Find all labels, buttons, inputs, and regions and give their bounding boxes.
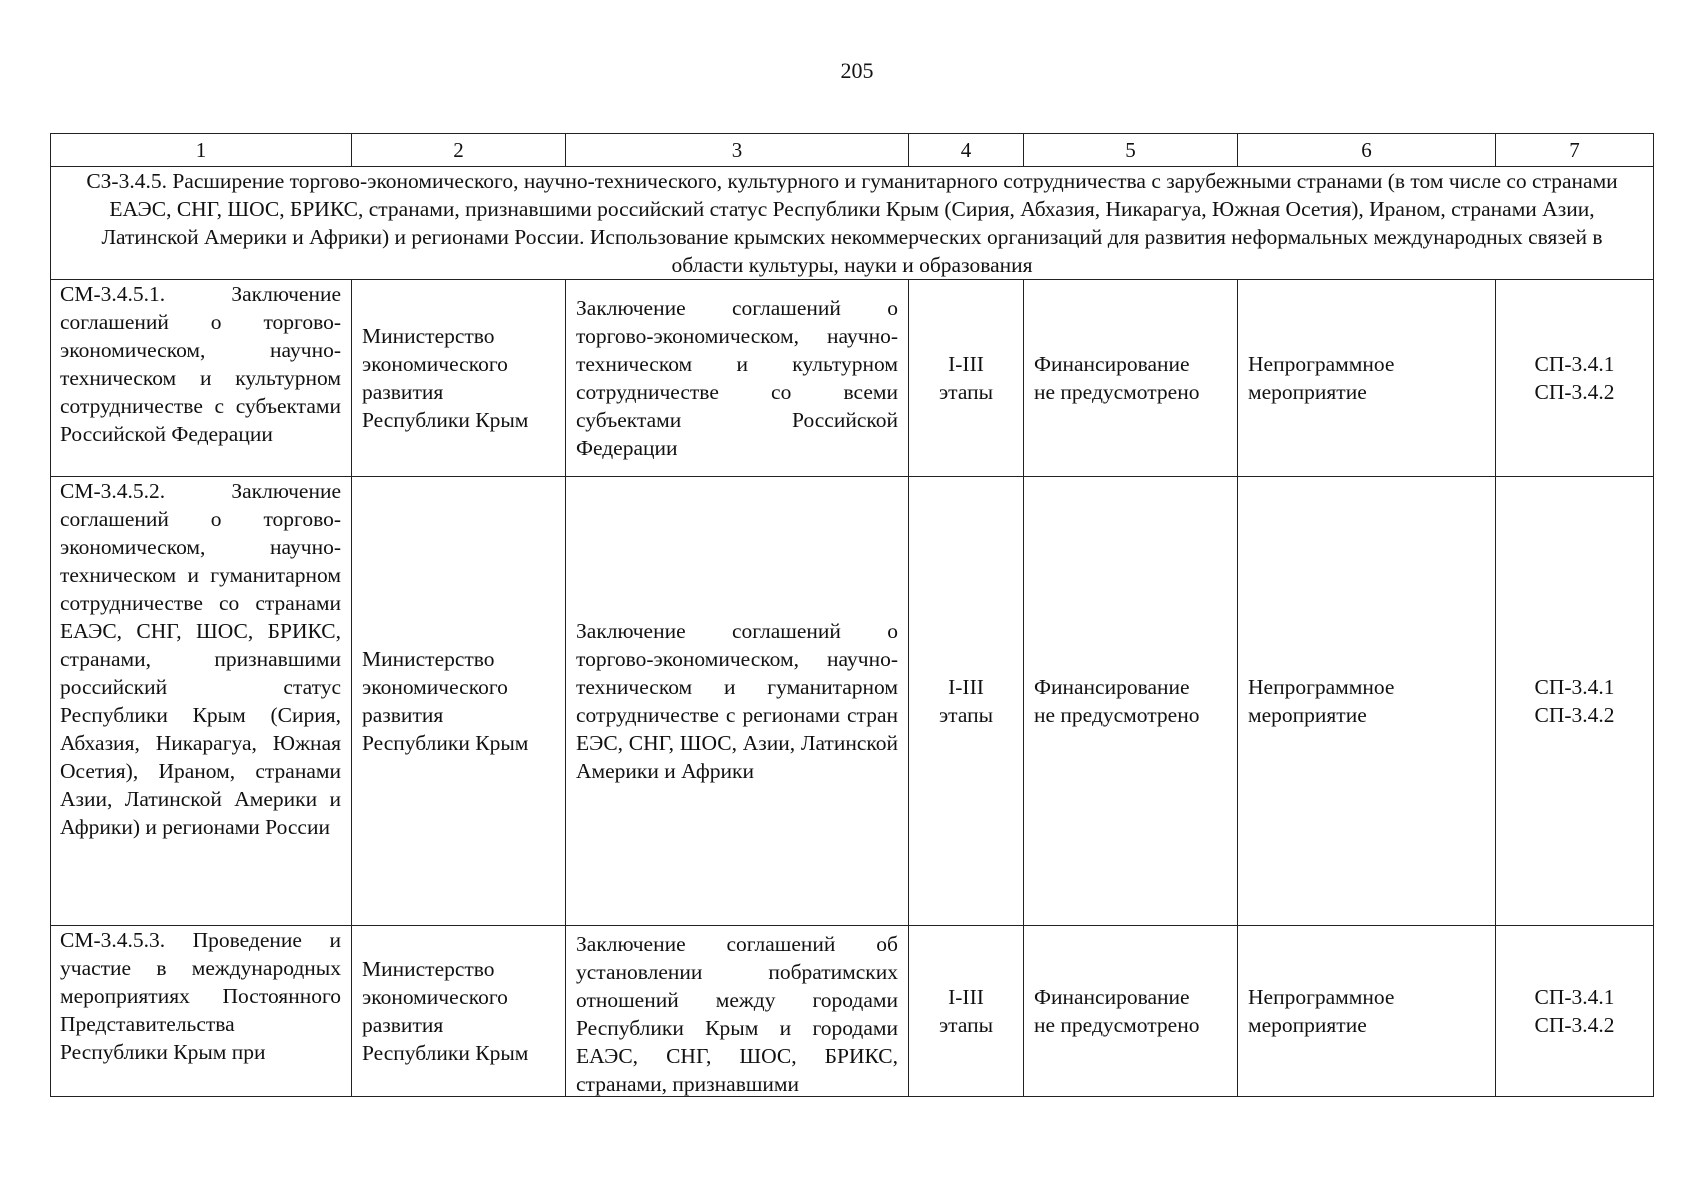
executor-cell: Министерство экономического развития Республики Крым xyxy=(352,280,566,477)
financing-cell: Финансирование не предусмотрено xyxy=(1024,926,1238,1097)
stages-cell: I-III этапы xyxy=(909,477,1024,926)
stages-cell: I-III этапы xyxy=(909,926,1024,1097)
result-cell xyxy=(566,926,909,1097)
measure-text: СМ-3.4.5.3. Проведение и участие в международных мероприятиях Постоянного Представительства Республики Крым при xyxy=(60,928,341,1064)
section-title: СЗ-3.4.5. Расширение торгово-экономического, научно-технического, культурного и гуманитарного сотрудничества с зарубежными странами (в том числе со странами ЕАЭС, СНГ, ШОС, БРИКС, странами, признавшими российский статус Республики Крым (Сирия, Абхазия, Никарагуа, Южная Осетия), Ираном, странами Азии, Латинской Америки и Африки) и регионами России. Использование крымских некоммерческих организаций для развития неформальных международных связей в области культуры, науки и образования xyxy=(51,167,1654,280)
links-cell: СП-3.4.1 СП-3.4.2 xyxy=(1496,280,1654,477)
stages-cell: I-III этапы xyxy=(909,280,1024,477)
column-header: 6 xyxy=(1238,134,1496,167)
measure-cell: СМ-3.4.5.1. Заключение соглашений о торгово-экономическом, научно-техническом и культурном сотрудничестве с субъектами Российской Федерации xyxy=(51,280,352,477)
program-cell: Непрограммное мероприятие xyxy=(1238,280,1496,477)
measure-cell: СМ-3.4.5.2. Заключение соглашений о торгово-экономическом, научно-техническом и гуманитарном сотрудничестве со странами ЕАЭС, СНГ, ШОС, БРИКС, странами, признавшими российский статус Республики Крым (Сирия, Абхазия, Никарагуа, Южная Осетия), Ираном, странами Азии, Латинской Америки и Африки) и регионами России xyxy=(51,477,352,926)
result-cell: Заключение соглашений о торгово-экономическом, научно-техническом и гуманитарном сотрудничестве с регионами стран ЕЭС, СНГ, ШОС, Азии, Латинской Америки и Африки xyxy=(566,477,909,926)
column-number-row xyxy=(51,134,1654,167)
column-header: 3 xyxy=(566,134,909,167)
page-number: 205 xyxy=(840,58,874,83)
measure-cell xyxy=(51,926,352,1097)
measures-table xyxy=(50,133,1654,1097)
financing-cell: Финансирование не предусмотрено xyxy=(1024,280,1238,477)
links-cell: СП-3.4.1 СП-3.4.2 xyxy=(1496,926,1654,1097)
column-header: 1 xyxy=(51,134,352,167)
result-cell: Заключение соглашений о торгово-экономическом, научно-техническом и культурном сотрудничестве со всеми субъектами Российской Федерации xyxy=(566,280,909,477)
column-header: 4 xyxy=(909,134,1024,167)
table-row xyxy=(51,477,1654,926)
program-cell: Непрограммное мероприятие xyxy=(1238,477,1496,926)
executor-cell: Министерство экономического развития Республики Крым xyxy=(352,477,566,926)
section-row xyxy=(51,167,1654,280)
column-header: 7 xyxy=(1496,134,1654,167)
program-cell: Непрограммное мероприятие xyxy=(1238,926,1496,1097)
table-row xyxy=(51,280,1654,477)
table-row xyxy=(51,926,1654,1097)
links-cell: СП-3.4.1 СП-3.4.2 xyxy=(1496,477,1654,926)
column-header: 5 xyxy=(1024,134,1238,167)
financing-cell: Финансирование не предусмотрено xyxy=(1024,477,1238,926)
executor-cell: Министерство экономического развития Республики Крым xyxy=(352,926,566,1097)
column-header: 2 xyxy=(352,134,566,167)
result-text: Заключение соглашений об установлении побратимских отношений между городами Республики Крым и городами ЕАЭС, СНГ, ШОС, БРИКС, странами, признавшими xyxy=(576,932,898,1096)
